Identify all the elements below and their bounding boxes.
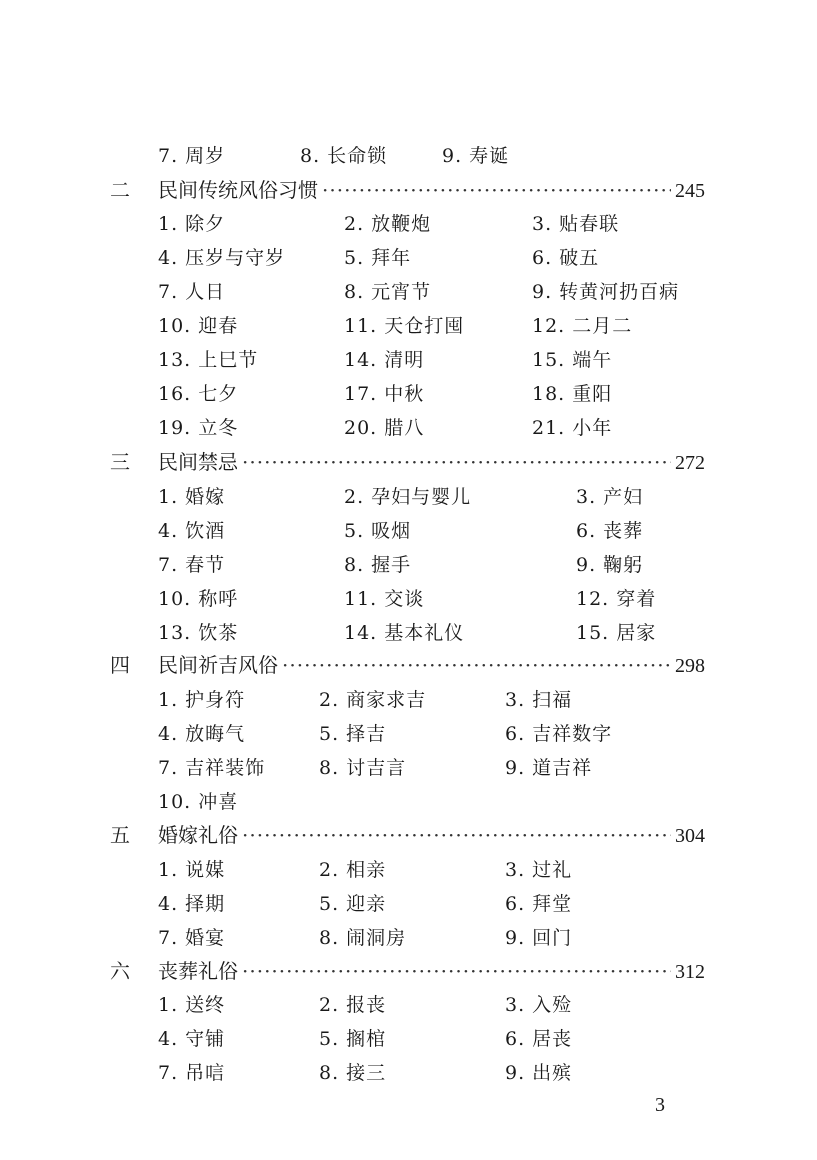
toc-item-row bbox=[0, 480, 817, 514]
toc-item: 4. 择期 bbox=[158, 893, 226, 915]
toc-item: 7. 春节 bbox=[158, 554, 226, 576]
toc-item: 16. 七夕 bbox=[158, 383, 239, 405]
section-page: 304 bbox=[675, 825, 705, 847]
dot-leader bbox=[282, 648, 671, 682]
toc-item: 9. 寿诞 bbox=[442, 145, 510, 167]
page-number: 3 bbox=[655, 1094, 665, 1116]
toc-item-row bbox=[0, 683, 817, 717]
toc-item: 4. 饮酒 bbox=[158, 520, 226, 542]
toc-item-row bbox=[0, 514, 817, 548]
toc-item: 1. 除夕 bbox=[158, 213, 226, 235]
toc-item: 4. 放晦气 bbox=[158, 723, 246, 745]
toc-item-row bbox=[0, 1022, 817, 1056]
toc-item: 1. 婚嫁 bbox=[158, 486, 226, 508]
dot-leader bbox=[242, 818, 671, 852]
toc-item: 1. 护身符 bbox=[158, 689, 246, 711]
toc-item-row bbox=[0, 751, 817, 785]
toc-item: 1. 送终 bbox=[158, 994, 226, 1016]
toc-item: 21. 小年 bbox=[532, 417, 613, 439]
section-number: 二 bbox=[110, 178, 130, 202]
toc-item: 8. 闹洞房 bbox=[319, 927, 407, 949]
toc-item: 4. 守铺 bbox=[158, 1028, 226, 1050]
toc-item: 4. 压岁与守岁 bbox=[158, 247, 286, 269]
toc-item: 8. 长命锁 bbox=[300, 145, 388, 167]
toc-item-row bbox=[0, 853, 817, 887]
toc-item: 9. 出殡 bbox=[505, 1062, 573, 1084]
toc-item-row bbox=[0, 548, 817, 582]
dot-leader bbox=[242, 954, 671, 988]
section-title: 民间禁忌 bbox=[158, 450, 238, 474]
section-heading-5 bbox=[0, 818, 817, 852]
toc-item: 3. 扫福 bbox=[505, 689, 573, 711]
toc-item: 8. 握手 bbox=[344, 554, 412, 576]
section-heading-4 bbox=[0, 648, 817, 682]
toc-item: 8. 讨吉言 bbox=[319, 757, 407, 779]
toc-item: 17. 中秋 bbox=[344, 383, 425, 405]
toc-item: 18. 重阳 bbox=[532, 383, 613, 405]
section-heading-2 bbox=[0, 173, 817, 207]
toc-item: 13. 上巳节 bbox=[158, 349, 259, 371]
toc-item-row bbox=[0, 343, 817, 377]
section-page: 272 bbox=[675, 452, 705, 474]
toc-item: 6. 吉祥数字 bbox=[505, 723, 613, 745]
toc-item: 10. 迎春 bbox=[158, 315, 239, 337]
toc-item-row bbox=[0, 275, 817, 309]
toc-item-row bbox=[0, 411, 817, 445]
section-number: 四 bbox=[110, 653, 130, 677]
toc-item: 13. 饮茶 bbox=[158, 622, 239, 644]
toc-item: 3. 过礼 bbox=[505, 859, 573, 881]
toc-item: 6. 破五 bbox=[532, 247, 600, 269]
toc-item-row bbox=[0, 921, 817, 955]
toc-item: 11. 交谈 bbox=[344, 588, 425, 610]
toc-item: 9. 鞠躬 bbox=[576, 554, 644, 576]
toc-item-row bbox=[0, 717, 817, 751]
toc-item: 6. 居丧 bbox=[505, 1028, 573, 1050]
section-number: 六 bbox=[110, 959, 130, 983]
toc-item: 7. 婚宴 bbox=[158, 927, 226, 949]
section-page: 298 bbox=[675, 655, 705, 677]
toc-item: 2. 相亲 bbox=[319, 859, 387, 881]
toc-item: 8. 接三 bbox=[319, 1062, 387, 1084]
toc-item: 8. 元宵节 bbox=[344, 281, 432, 303]
toc-item-row bbox=[0, 988, 817, 1022]
toc-item: 2. 放鞭炮 bbox=[344, 213, 432, 235]
section-title: 民间祈吉风俗 bbox=[158, 653, 278, 677]
toc-item: 5. 搁棺 bbox=[319, 1028, 387, 1050]
toc-item-row bbox=[0, 309, 817, 343]
section-page: 245 bbox=[675, 180, 705, 202]
toc-item-row bbox=[0, 1056, 817, 1090]
toc-item: 6. 拜堂 bbox=[505, 893, 573, 915]
section-heading-3 bbox=[0, 445, 817, 479]
toc-item: 9. 转黄河扔百病 bbox=[532, 281, 680, 303]
toc-item: 15. 居家 bbox=[576, 622, 657, 644]
dot-leader bbox=[242, 445, 671, 479]
toc-item-row bbox=[0, 377, 817, 411]
toc-item: 9. 回门 bbox=[505, 927, 573, 949]
toc-item: 3. 入殓 bbox=[505, 994, 573, 1016]
toc-item: 3. 贴春联 bbox=[532, 213, 620, 235]
toc-item-row bbox=[0, 785, 817, 819]
toc-item: 6. 丧葬 bbox=[576, 520, 644, 542]
toc-item-row bbox=[0, 241, 817, 275]
section-number: 三 bbox=[110, 450, 130, 474]
toc-item: 5. 迎亲 bbox=[319, 893, 387, 915]
section-heading-6 bbox=[0, 954, 817, 988]
toc-item: 7. 吊唁 bbox=[158, 1062, 226, 1084]
toc-item: 7. 人日 bbox=[158, 281, 226, 303]
toc-item: 5. 择吉 bbox=[319, 723, 387, 745]
section-title: 婚嫁礼俗 bbox=[158, 823, 238, 847]
dot-leader bbox=[322, 173, 671, 207]
toc-item: 20. 腊八 bbox=[344, 417, 425, 439]
toc-item: 11. 天仓打囤 bbox=[344, 315, 465, 337]
toc-item: 5. 吸烟 bbox=[344, 520, 412, 542]
section-title: 丧葬礼俗 bbox=[158, 959, 238, 983]
section-title: 民间传统风俗习惯 bbox=[158, 178, 318, 202]
toc-item-row bbox=[0, 582, 817, 616]
toc-item: 2. 报丧 bbox=[319, 994, 387, 1016]
toc-item: 19. 立冬 bbox=[158, 417, 239, 439]
toc-item: 5. 拜年 bbox=[344, 247, 412, 269]
toc-item: 7. 吉祥装饰 bbox=[158, 757, 266, 779]
toc-item: 12. 二月二 bbox=[532, 315, 633, 337]
toc-item: 10. 冲喜 bbox=[158, 791, 239, 813]
toc-item: 14. 清明 bbox=[344, 349, 425, 371]
toc-item-row bbox=[0, 887, 817, 921]
toc-item: 2. 商家求吉 bbox=[319, 689, 427, 711]
toc-item: 9. 道吉祥 bbox=[505, 757, 593, 779]
toc-continuation-row bbox=[0, 139, 817, 173]
toc-item: 15. 端午 bbox=[532, 349, 613, 371]
toc-item: 12. 穿着 bbox=[576, 588, 657, 610]
toc-item-row bbox=[0, 616, 817, 650]
toc-item: 2. 孕妇与婴儿 bbox=[344, 486, 472, 508]
toc-item: 7. 周岁 bbox=[158, 145, 226, 167]
section-number: 五 bbox=[110, 823, 130, 847]
toc-item-row bbox=[0, 207, 817, 241]
toc-item: 1. 说媒 bbox=[158, 859, 226, 881]
section-page: 312 bbox=[675, 961, 705, 983]
toc-item: 10. 称呼 bbox=[158, 588, 239, 610]
toc-item: 14. 基本礼仪 bbox=[344, 622, 465, 644]
toc-item: 3. 产妇 bbox=[576, 486, 644, 508]
